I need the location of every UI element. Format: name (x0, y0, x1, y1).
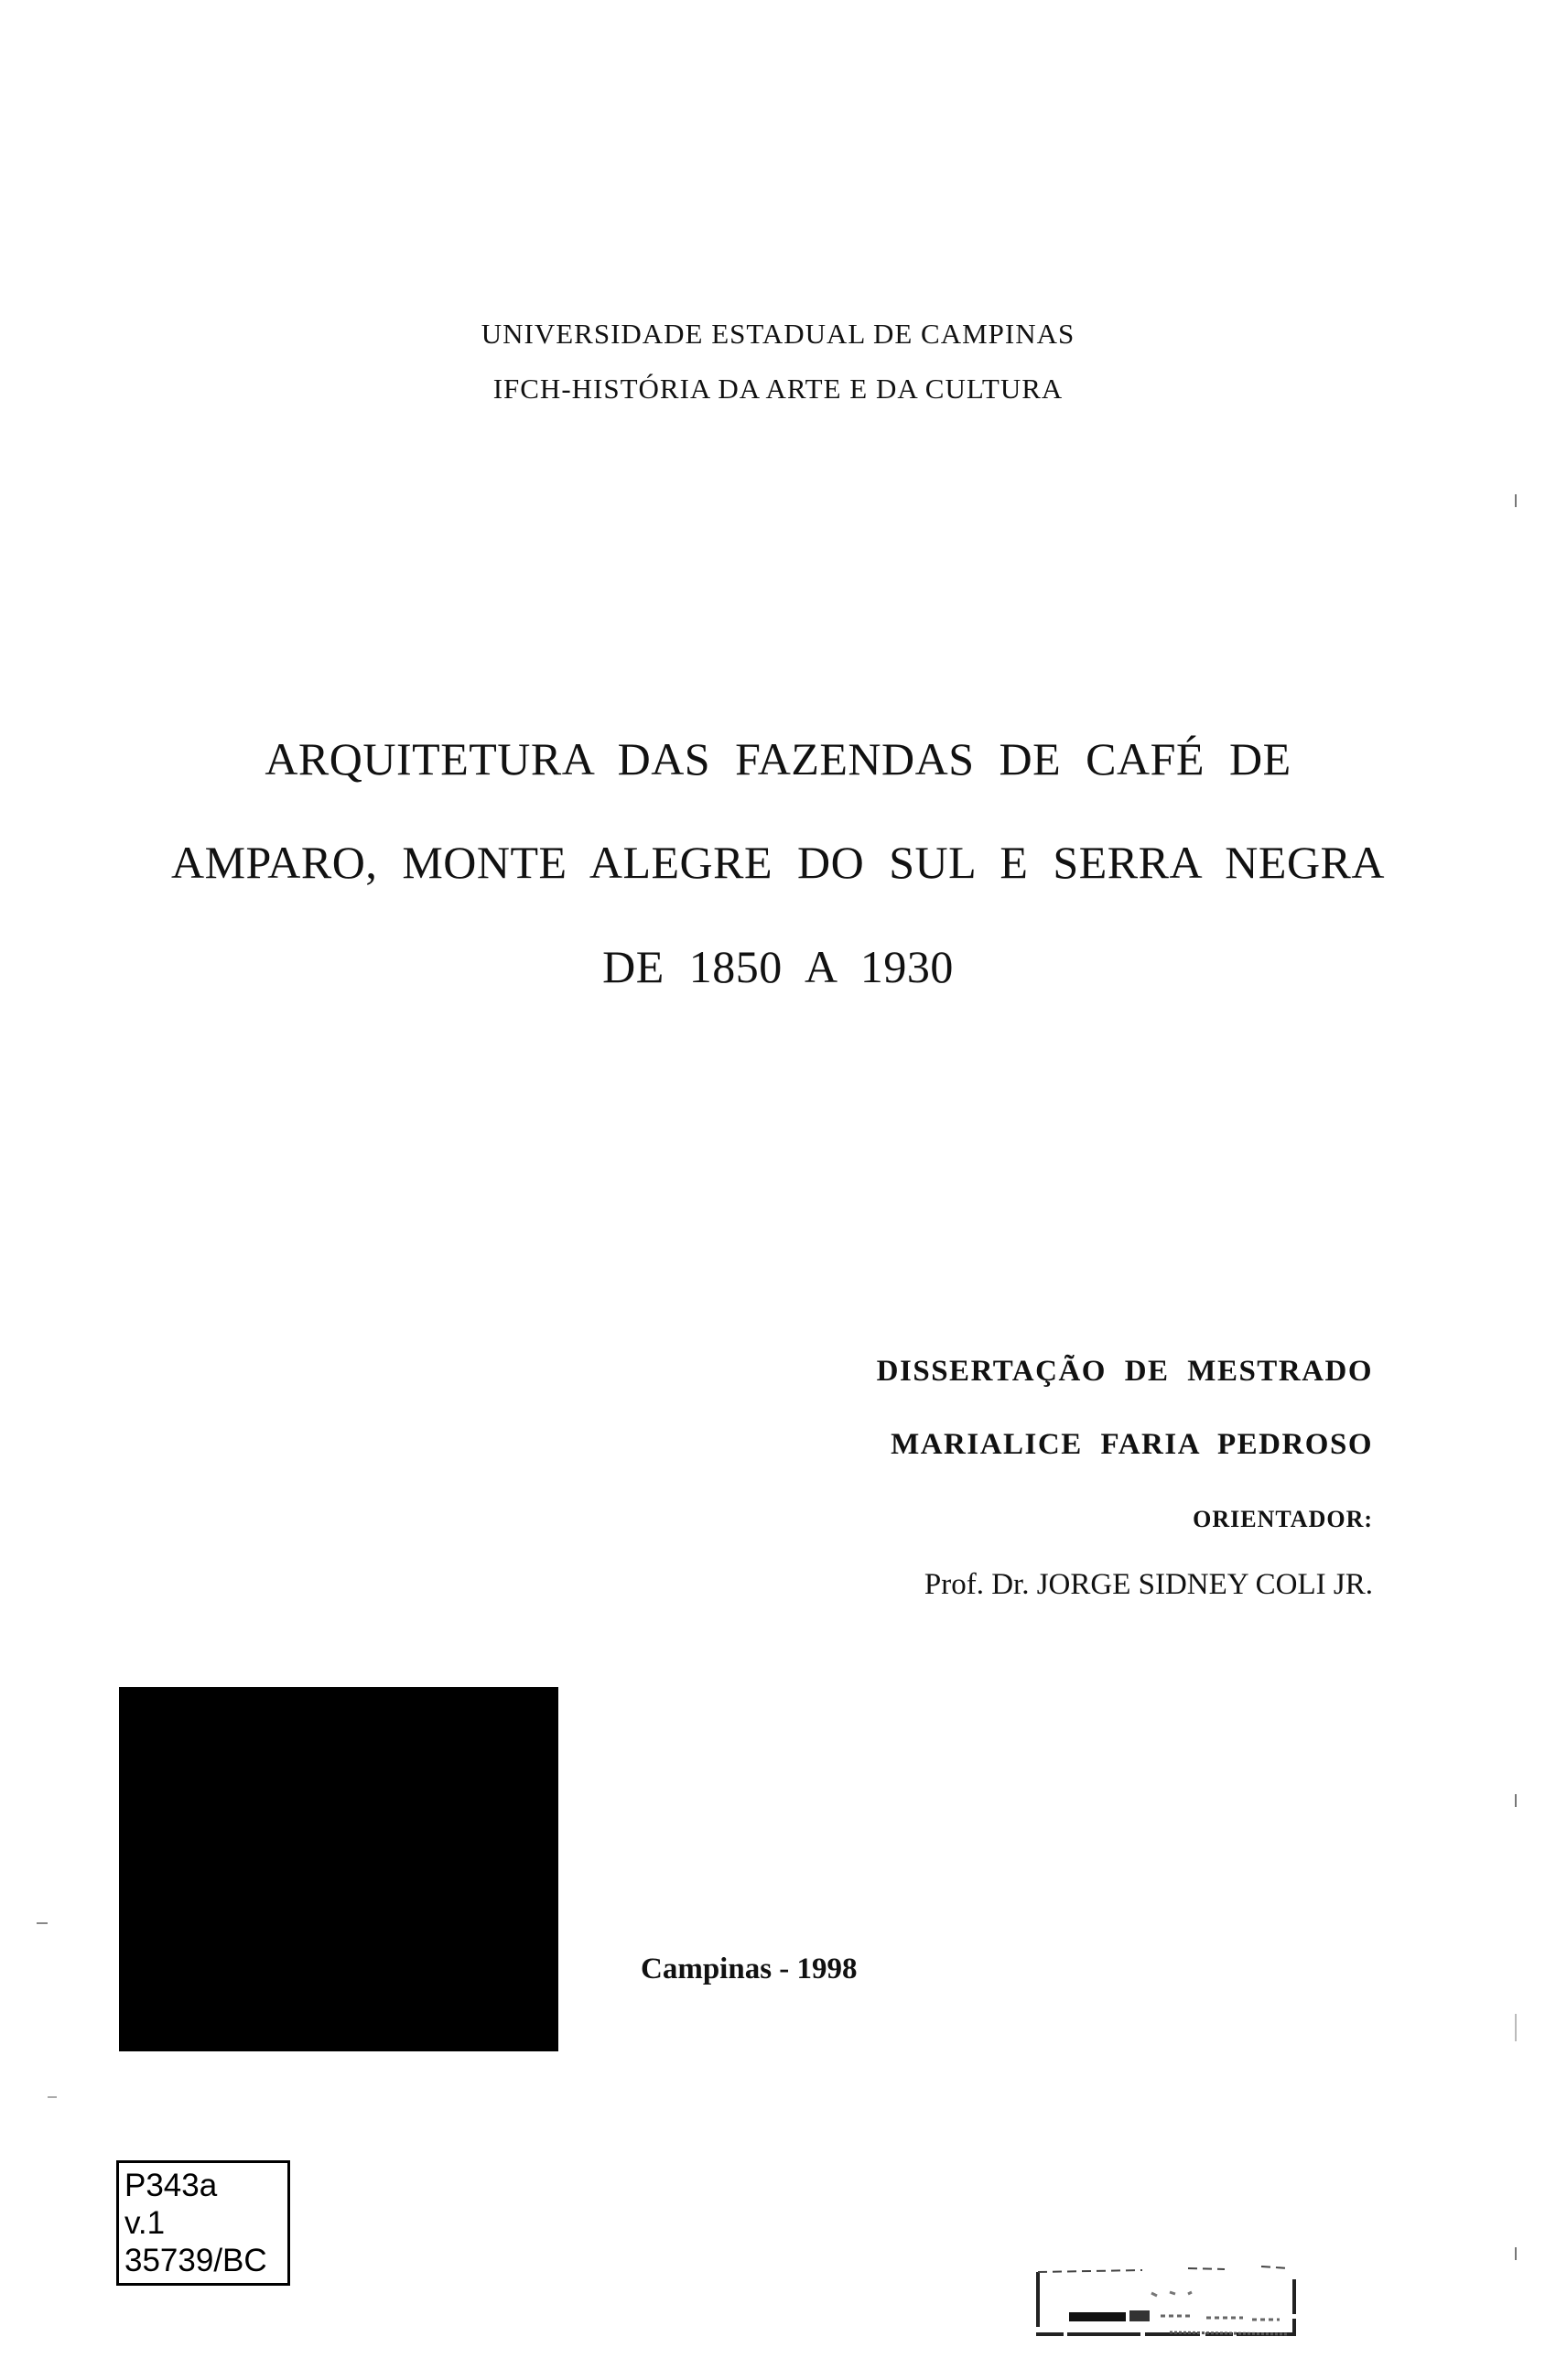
author-name: MARIALICE FARIA PEDROSO (891, 1428, 1373, 1461)
call-number-line-3: 35739/BC (124, 2243, 267, 2278)
title-line-2: AMPARO, MONTE ALEGRE DO SUL E SERRA NEGRA (170, 837, 1386, 888)
scan-speck (1515, 1794, 1517, 1807)
city-year: Campinas - 1998 (641, 1953, 858, 1985)
scan-speck (1515, 2247, 1517, 2260)
university-name: UNIVERSIDADE ESTADUAL DE CAMPINAS (481, 318, 1075, 350)
title-line-3: DE 1850 A 1930 (602, 941, 954, 992)
call-number-label (116, 2160, 290, 2286)
advisor-label: ORIENTADOR: (1193, 1506, 1373, 1532)
library-stamp (1032, 2252, 1307, 2343)
scan-speck (1515, 2014, 1517, 2041)
scan-speck (37, 1922, 48, 1924)
department-name: IFCH-HISTÓRIA DA ARTE E DA CULTURA (492, 373, 1064, 405)
redaction-block (119, 1687, 558, 2051)
scan-speck (1515, 494, 1517, 507)
advisor-name: Prof. Dr. JORGE SIDNEY COLI JR. (924, 1568, 1373, 1601)
call-number-line-1: P343a (124, 2168, 218, 2203)
title-line-1: ARQUITETURA DAS FAZENDAS DE CAFÉ DE (265, 733, 1291, 784)
degree-label: DISSERTAÇÃO DE MESTRADO (876, 1355, 1373, 1388)
call-number-line-2: v.1 (124, 2205, 166, 2241)
scan-speck (48, 2096, 57, 2098)
